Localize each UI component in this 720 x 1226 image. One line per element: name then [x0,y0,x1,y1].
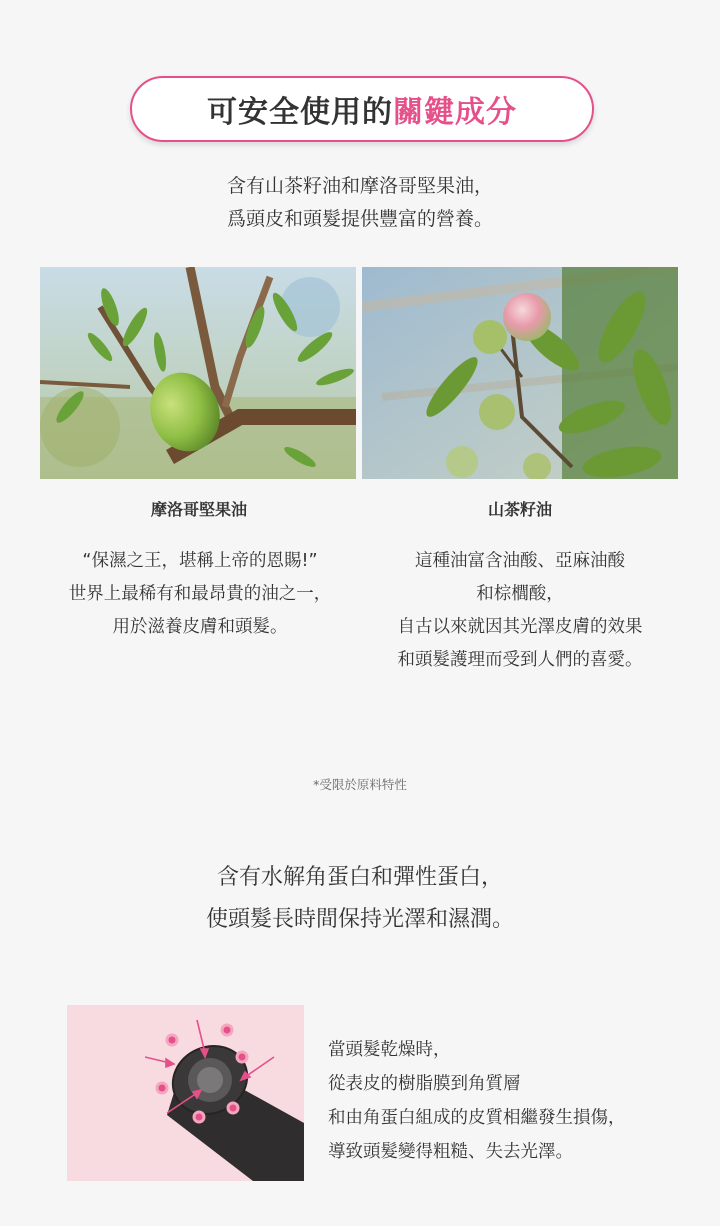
argan-oil-description [20,545,380,644]
argan-desc-line: “保濕之王，堪稱上帝的恩賜!” [82,551,318,571]
hair-desc-line: 當頭髮乾燥時， [328,1040,451,1060]
camellia-oil-title: 山茶籽油 [487,500,552,519]
camellia-desc-line: 這種油富含油酸、亞麻油酸 [415,551,625,571]
camellia-oil-description [362,545,678,677]
camellia-photo [362,267,678,479]
hair-damage-description [328,1033,626,1169]
intro-line-2: 爲頭皮和頭髮提供豐富的營養。 [226,208,493,230]
argan-oil-title: 摩洛哥堅果油 [150,500,247,519]
camellia-desc-line: 自古以來就因其光澤皮膚的效果 [397,617,643,637]
intro-text [0,170,720,236]
camellia-desc-line: 和頭髮護理而受到人們的喜愛。 [397,650,643,670]
footnote: *受限於原料特性 [313,777,407,792]
section-title-highlight: 關鍵成分 [393,95,517,130]
intro-line-1: 含有山茶籽油和摩洛哥堅果油， [226,175,493,197]
hair-desc-line: 和由角蛋白組成的皮質相繼發生損傷， [328,1108,626,1128]
section-title-normal: 可安全使用的 [207,95,393,130]
hair-desc-line: 導致頭髮變得粗糙、失去光澤。 [328,1142,573,1162]
protein-line-1: 含有水解角蛋白和彈性蛋白， [216,865,503,890]
camellia-desc-line: 和棕櫚酸， [476,584,564,604]
hair-damage-diagram [67,1005,304,1181]
argan-photo [40,267,356,479]
section-title [130,76,594,142]
argan-desc-line: 用於滋養皮膚和頭髮。 [112,617,288,637]
argan-desc-line: 世界上最稀有和最昂貴的油之一， [68,584,332,604]
hair-desc-line: 從表皮的樹脂膜到角質層 [328,1074,521,1094]
protein-headline [0,857,720,941]
protein-line-2: 使頭髮長時間保持光澤和濕潤。 [205,907,514,932]
